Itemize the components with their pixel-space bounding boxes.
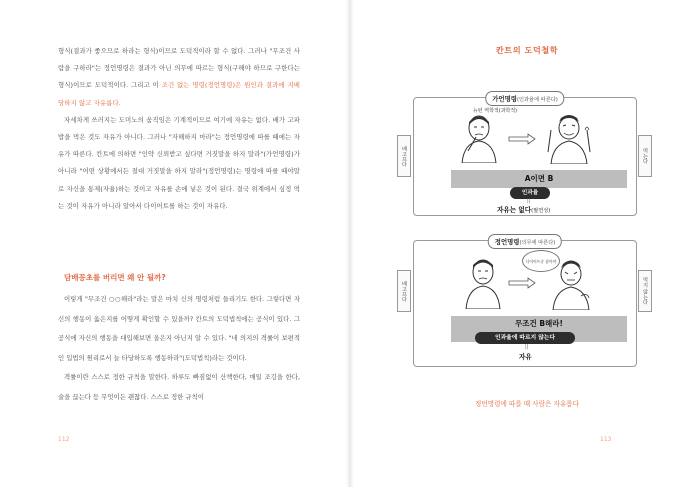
paragraph-2: 자세차게 쓰러지는 도미노의 움직임은 기계적이므로 여기에 자유는 없다. 배가 고파 밥을 먹은 것도 자유가 아니다. 그러나 "자해하지 마라"는 정언명령에 따를 때에는 자유가 따른다. 칸트에 의하면 "인약 신뢰받고 싶다면 거짓말을 하지 말라"(가언명령)가 아니라 "어떤 상황에서든 절대 거짓말을 하지 말라"(정언명령)는 명령에 따를 때야말로 자신을 통제(자율)하는 것이고 자유를 손에 넣은 것이 된다. 결국 위계에서 심정 먹는 것이 자유가 아니라 알아서 다이어트를 하는 것이 자유다.	[58, 115, 300, 210]
panel1-label	[485, 91, 564, 106]
panel1-equals: ||	[527, 198, 531, 204]
panel1-result-note: (필연성)	[531, 208, 551, 214]
panel2-result: 자유	[519, 353, 532, 361]
paragraph-1-text: 형식(결과가 좋으므로 하라는 형식)이므로 도덕적이라 할 수 없다. 그러나 "무조건 사람을 구하라"는 정언명령은 결과가 아닌 의무에 따르는 형식(구해야 하므로 구한다는 형식)이므로 도덕적이다. 그리고 이	[58, 47, 300, 90]
thinking-man-illustration	[454, 113, 504, 163]
page-number-right: 113	[600, 436, 612, 443]
panel2-right-tag-text: 먹지 않는다	[642, 277, 648, 305]
panel1-left-tag-text: 배고프다	[401, 145, 407, 167]
figure-title: 칸트의 도덕철학	[495, 45, 559, 55]
panel1-left-tag	[397, 135, 411, 177]
panel1-result	[497, 204, 550, 214]
panel1-causality-pill: 인과율	[510, 187, 550, 199]
book-gutter	[346, 0, 354, 487]
panel2-no-causality-pill: 인과율에 따르지 않는다	[475, 332, 575, 344]
panel2-right-tag	[638, 270, 652, 312]
paragraph-4: 격률이란 스스로 정한 규칙을 말한다. 하루도 빠짐없이 산책한다, 매일 조깅을 한다, 술을 끊는다 등 무엇이든 괜찮다. 스스로 정한 규칙이	[58, 373, 300, 401]
panel2-label-text: 정언명령	[494, 238, 520, 246]
arrow-icon	[508, 277, 536, 289]
panel1-condition-bar: A이면 B	[451, 170, 627, 188]
panel2-label-note: (의무에 따른다)	[519, 240, 556, 246]
left-body-text	[58, 43, 300, 215]
paragraph-1	[58, 43, 300, 112]
arrow-icon	[508, 133, 536, 145]
section-heading: 담배꽁초를 버리면 왜 안 될까?	[64, 273, 166, 282]
page-number-left: 112	[58, 436, 70, 443]
panel2-equals: ||	[525, 344, 529, 350]
speech-bubble: 다이어트중 참아야	[522, 250, 560, 272]
panel1-label-note: (인과율에 따른다)	[516, 97, 558, 103]
left-body-text-2	[58, 290, 300, 408]
panel1-note: 뉴턴 역학적(과학적)	[473, 108, 518, 114]
resisting-man-illustration	[545, 256, 597, 310]
panel2-command-bar: 무조건 B해라!	[451, 316, 627, 342]
panel1-label-text: 가언명령	[492, 95, 517, 103]
hungry-man-illustration	[458, 255, 508, 309]
figure-caption: 정언명령에 따를 때 사람은 자유롭다	[475, 400, 579, 408]
panel1-result-text: 자유는 없다	[497, 206, 532, 214]
panel1-right-tag-text: 먹는다	[642, 148, 648, 164]
panel2-left-tag-text: 배고프다	[401, 280, 407, 302]
panel2-label	[488, 234, 562, 249]
paragraph-1-highlight: 조건 없는 명령(정언명령)은 원인과 결과에 지배당하지 않고 자유롭다.	[58, 81, 300, 107]
eating-man-illustration	[543, 112, 595, 164]
panel2-left-tag	[397, 270, 411, 312]
paragraph-3: 이렇게 "무조건 ○○해라"라는 말은 마치 신의 명령처럼 들리기도 한다. 그렇다면 자신의 행동이 옳은지를 어떻게 확인할 수 있을까? 칸트의 도덕법칙에는 공식이 있다. 그 공식에 자신의 행동을 대입해보면 올은지 아닌지 알 수 있다. "네 의지의 격률이 보편적인 입법의 원리로서 늘 타당하도록 행동하라"(도덕법칙)라는 것이다.	[58, 295, 300, 362]
panel1-right-tag	[638, 135, 652, 177]
